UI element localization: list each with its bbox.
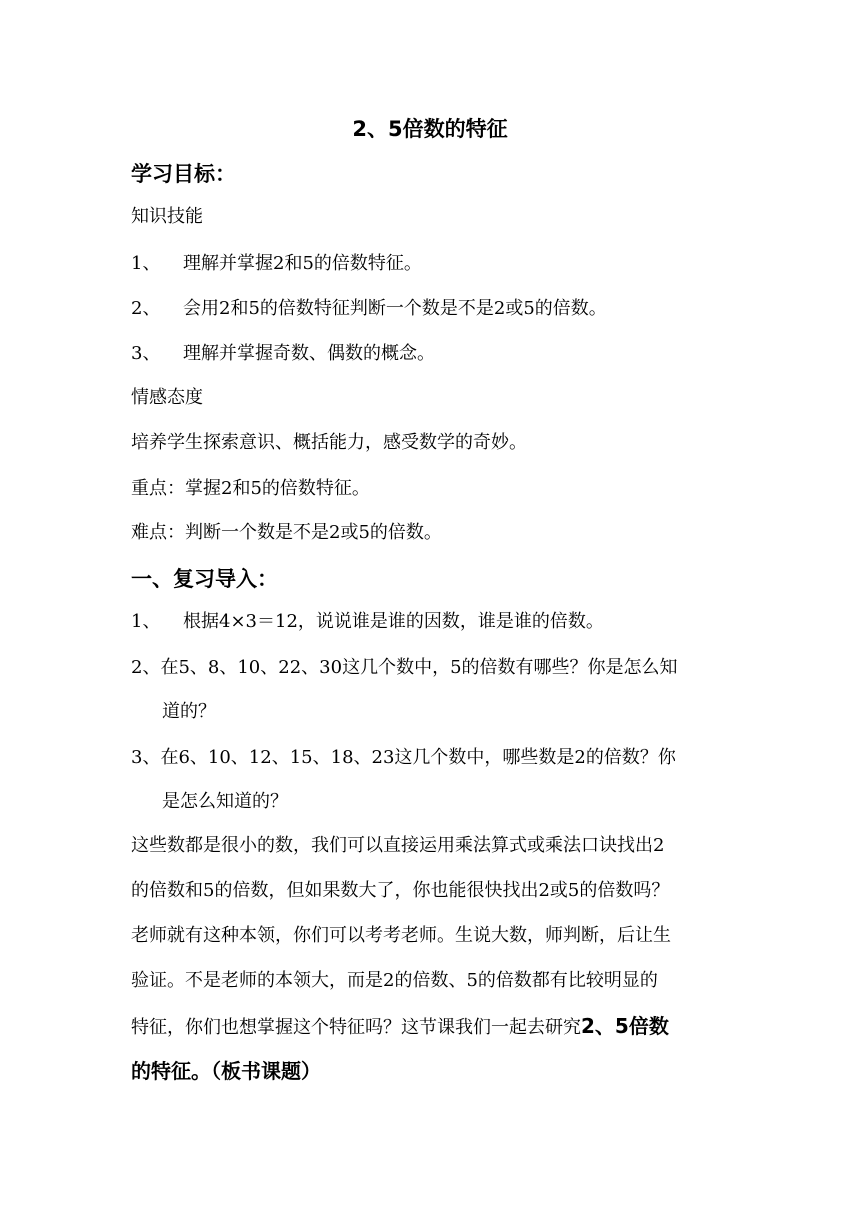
review-heading: 一、复习导入： (131, 567, 278, 591)
emotion-heading: 情感态度 (131, 387, 203, 408)
review-question-2-line1: 2、在5、8、10、22、30这几个数中，5的倍数有哪些？你是怎么知 (131, 657, 678, 678)
paragraph-bold-last-line: 的特征。（板书课题） (131, 1059, 321, 1083)
objective-text: 理解并掌握2和5的倍数特征。 (183, 253, 422, 274)
review-question-3-line1: 3、在6、10、12、15、18、23这几个数中，哪些数是2的倍数？你 (131, 747, 676, 768)
objective-text: 理解并掌握奇数、偶数的概念。 (183, 343, 435, 364)
objective-text: 会用2和5的倍数特征判断一个数是不是2或5的倍数。 (183, 298, 607, 319)
paragraph-line-3: 老师就有这种本领，你们可以考考老师。生说大数，师判断，后让生 (131, 925, 671, 946)
question-text: 根据4×3＝12，说说谁是谁的因数，谁是谁的倍数。 (183, 611, 604, 632)
key-point: 重点：掌握2和5的倍数特征。 (131, 478, 370, 499)
objective-number: 3、 (131, 343, 161, 364)
paragraph-line-1: 这些数都是很小的数，我们可以直接运用乘法算式或乘法口诀找出2 (131, 835, 665, 856)
objective-item-3 (131, 342, 435, 366)
paragraph-line-2: 的倍数和5的倍数，但如果数大了，你也能很快找出2或5的倍数吗？ (131, 880, 670, 901)
objective-number: 1、 (131, 253, 161, 274)
paragraph-line-5-text: 特征，你们也想掌握这个特征吗？这节课我们一起去研究 (131, 1017, 581, 1038)
question-number: 1、 (131, 611, 161, 632)
paragraph-bold-tail: 2、5倍数 (581, 1014, 669, 1038)
page-title: 2、5倍数的特征 (352, 117, 508, 141)
emotion-text: 培养学生探索意识、概括能力，感受数学的奇妙。 (131, 432, 527, 453)
difficulty: 难点：判断一个数是不是2或5的倍数。 (131, 522, 442, 543)
review-question-2-line2: 道的？ (162, 701, 216, 722)
objective-item-2 (131, 297, 607, 321)
paragraph-line-4: 验证。不是老师的本领大，而是2的倍数、5的倍数都有比较明显的 (131, 970, 658, 991)
objective-number: 2、 (131, 298, 161, 319)
review-question-1 (131, 610, 604, 634)
review-question-3-line2: 是怎么知道的？ (162, 791, 288, 812)
objective-item-1 (131, 252, 422, 276)
paragraph-line-5 (131, 1014, 669, 1040)
objectives-heading: 学习目标： (131, 162, 236, 186)
knowledge-heading: 知识技能 (131, 206, 203, 227)
